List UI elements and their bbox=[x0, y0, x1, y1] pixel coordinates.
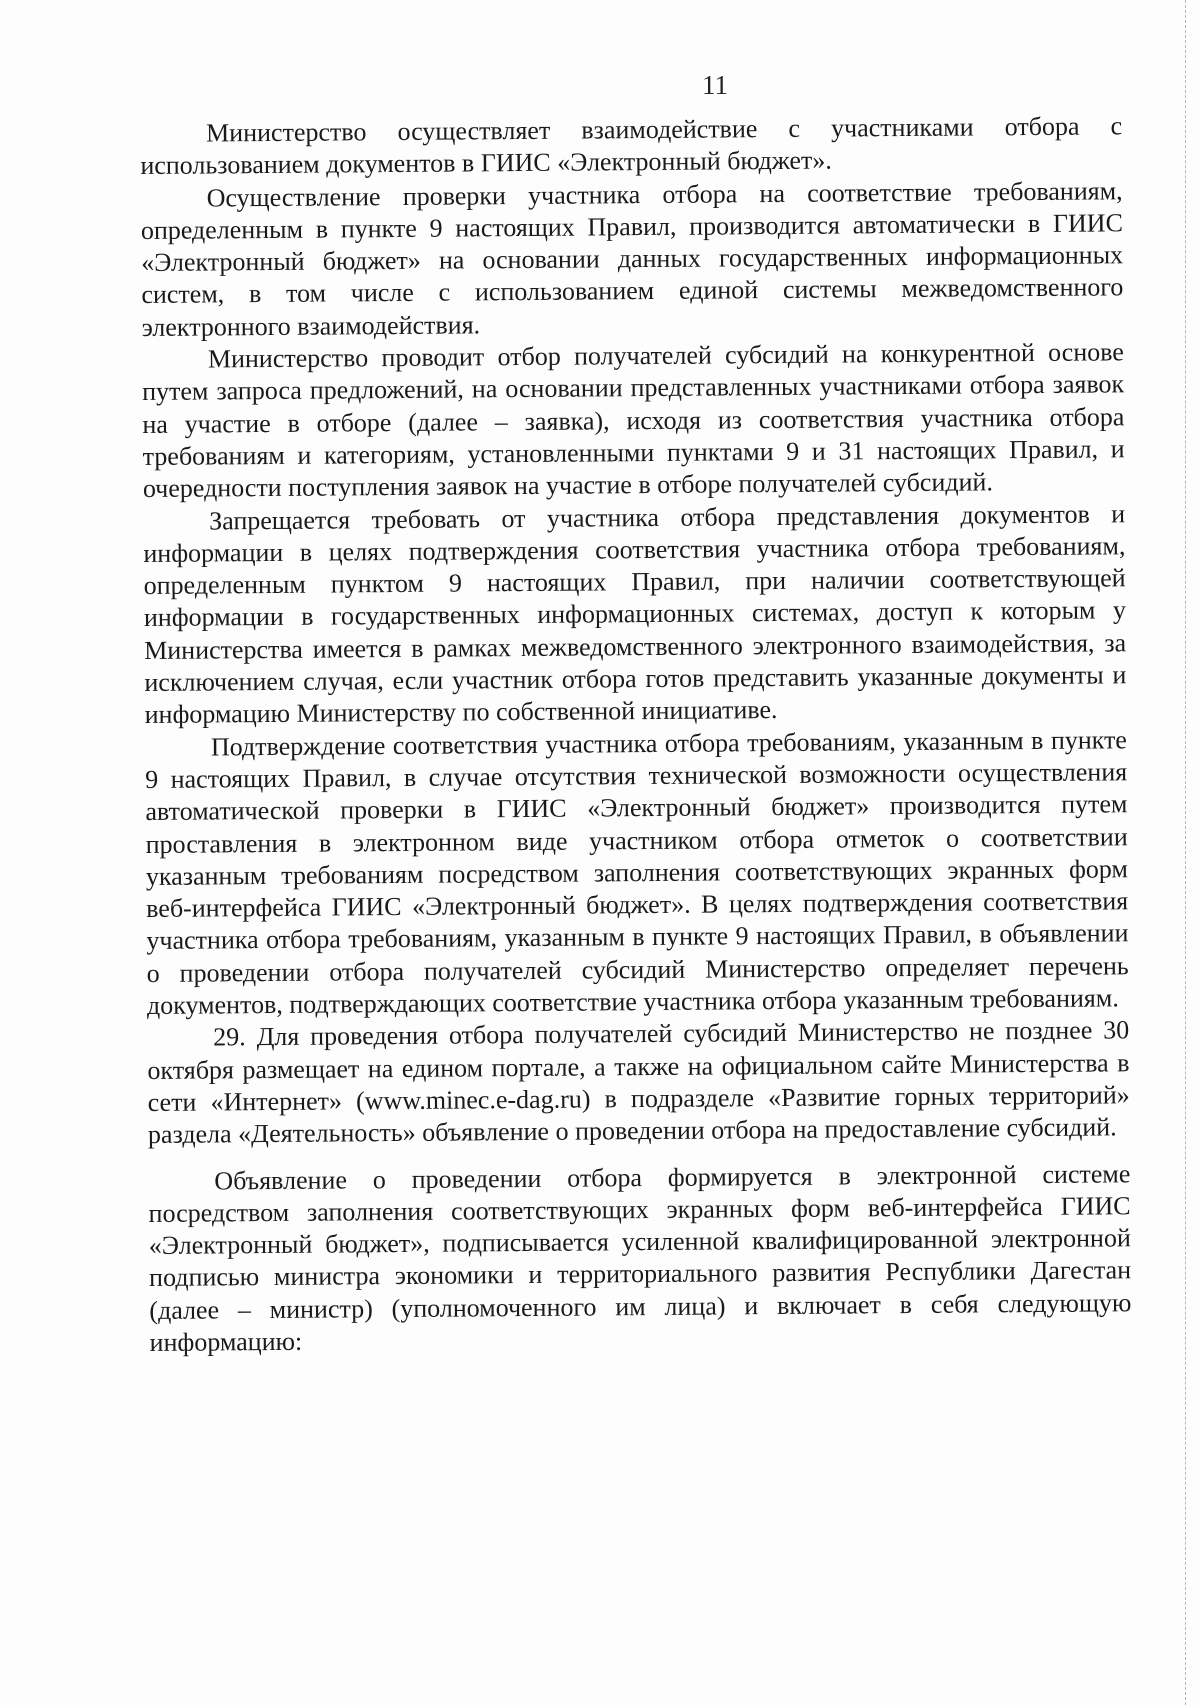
paragraph-document-requirements: Запрещается требовать от участника отбора представления документов и информации в целях подтверждения соответствия участника отбора требованиям, определенным пунктом 9 настоящих Правил, при наличии соответствующей информации в государственных информационных системах, доступ к которым у Министерства имеется в рамках межведомственного электронного взаимодействия, за исключением случая, если участник отбора готов представить указанные документы и информацию Министерству по собственной инициативе. bbox=[143, 498, 1127, 730]
page-number: 11 bbox=[702, 70, 728, 100]
paragraph-confirmation: Подтверждение соответствия участника отбора требованиям, указанным в пункте 9 настоящих Правил, в случае отсутствия технической возможности осуществления автоматической проверки в ГИИС «Электронный бюджет» производится путем проставления в электронном виде участником отбора отметок о соответствии указанным требованиям посредством заполнения соответствующих экранных форм веб-интерфейса ГИИС «Электронный бюджет». В целях подтверждения соответствия участника отбора требованиям, указанным в пункте 9 настоящих Правил, в объявлении о проведении отбора получателей субсидий Министерство определяет перечень документов, подтверждающих соответствие участника отбора указанным требованиям. bbox=[145, 724, 1129, 1020]
paragraph-selection-process: Министерство проводит отбор получателей субсидий на конкурентной основе путем запроса предложений, на основании представленных участниками отбора заявок на участие в отборе (далее – заявка), исходя из соответствия участника отбора требованиям и категориям, установленными пунктами 9 и 31 настоящих Правил, и очередности поступления заявок на участие в отборе получателей субсидий. bbox=[142, 337, 1125, 504]
scan-edge-line bbox=[1184, 0, 1186, 1705]
paragraph-announcement: Объявление о проведении отбора формируется в электронной системе посредством заполнения соответствующих экранных форм веб-интерфейса ГИИС «Электронный бюджет», подписывается усиленной квалифицированной электронной подписью министра экономики и территориального развития Республики Дагестан (далее – министр) (уполномоченного им лица) и включает в себя следующую информацию: bbox=[148, 1158, 1132, 1357]
paragraph-verification: Осуществление проверки участника отбора на соответствие требованиям, определенным в пункте 9 настоящих Правил, производится автоматически в ГИИС «Электронный бюджет» на основании данных государственных информационных систем, в том числе с использованием единой системы межведомственного электронного взаимодействия. bbox=[140, 175, 1124, 342]
document-body bbox=[140, 110, 1132, 1359]
paragraph-interaction: Министерство осуществляет взаимодействие с участниками отбора с использованием документов в ГИИС «Электронный бюджет». bbox=[140, 111, 1123, 181]
paragraph-clause-29: 29. Для проведения отбора получателей субсидий Министерство не позднее 30 октября размещает на едином портале, а также на официальном сайте Министерства в сети «Интернет» (www.minec.e-dag.ru) в подразделе «Развитие горных территорий» раздела «Деятельность» объявление о проведении отбора на предоставление субсидий. bbox=[147, 1015, 1130, 1150]
